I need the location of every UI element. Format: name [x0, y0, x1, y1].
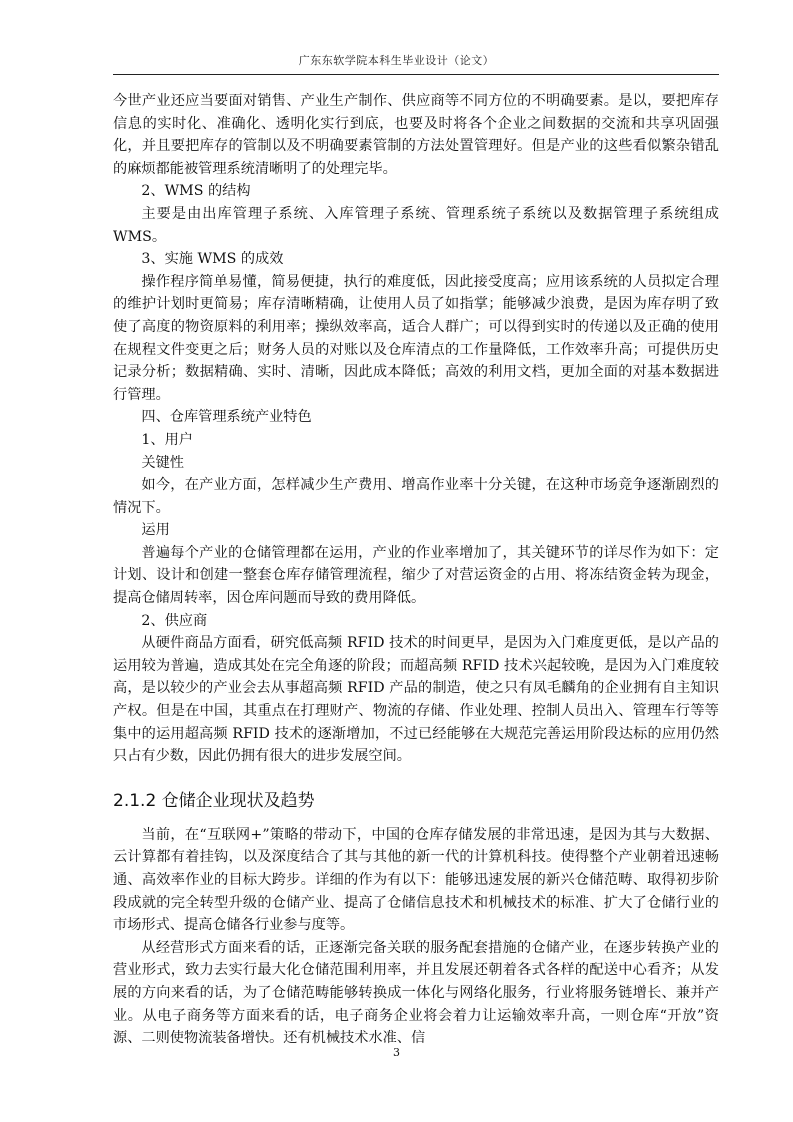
page-header: 广东东软学院本科生毕业设计（论文）	[298, 54, 495, 67]
document-body	[113, 90, 719, 1050]
paragraph: 1、用户	[141, 431, 193, 448]
paragraph: 从经营形式方面来看的话，正逐渐完备关联的服务配套措施的仓储产业，在逐步转换产业的营业形式，致力去实行最大化仓储范围利用率，并且发展还朝着各式各样的配送中心看齐；从发展的方向来看的话，为了仓储范畴能够转换成一体化与网络化服务，行业将服务链增长、兼并产业。从电子商务等方面来看的话，电子商务企业将会着力让运输效率升高，一则仓库“开放”资源、二则使物流装备增快。还有机械技术水准、信	[113, 939, 719, 1047]
paragraph: 当前，在“互联网+”策略的带动下，中国的仓库存储发展的非常迅速，是因为其与大数据、云计算都有着挂钩，以及深度结合了其与其他的新一代的计算机科技。使得整个产业朝着迅速畅通、高效率作业的目标大跨步。详细的作为有以下：能够迅速发展的新兴仓储范畴、取得初步阶段成就的完全转型升级的仓储产业、提高了仓储信息技术和机械技术的标准、扩大了仓储行业的市场形式、提高仓储各行业参与度等。	[113, 826, 719, 934]
header-rule	[113, 74, 719, 75]
paragraph: 从硬件商品方面看，研究低高频 RFID 技术的时间更早，是因为入门难度更低，是以产品的运用较为普遍，造成其处在完全角逐的阶段；而超高频 RFID 技术兴起较晚，是因为入门难度较高，是以较少的产业会去从事超高频 RFID 产品的制造，使之只有凤毛麟角的企业拥有自主知识产权。但是在中国，其重点在打理财产、物流的存储、作业处理、控制人员出入、管理车行等等集中的运用超高频 RFID 技术的逐渐增加，不过已经能够在大规范完善运用阶段达标的应用仍然只占有少数，因此仍拥有很大的进步发展空间。	[113, 635, 719, 765]
paragraph: 四、仓库管理系统产业特色	[141, 409, 312, 426]
paragraph: 关键性	[141, 454, 184, 471]
paragraph: 3、实施 WMS 的成效	[141, 251, 284, 268]
paragraph: 操作程序简单易懂，简易便捷，执行的难度低，因此接受度高；应用该系统的人员拟定合理的维护计划时更简易；库存清晰精确，让使用人员了如指掌；能够减少浪费，是因为库存明了致使了高度的物资原料的利用率；操纵效率高，适合人群广；可以得到实时的传递以及正确的使用在规程文件变更之后；财务人员的对账以及仓库清点的工作量降低，工作效率升高；可提供历史记录分析；数据精确、实时、清晰，因此成本降低；高效的利用文档，更加全面的对基本数据进行管理。	[113, 273, 719, 403]
paragraph: 2、供应商	[141, 612, 208, 629]
paragraph: 运用	[141, 522, 170, 539]
paragraph: 2、WMS 的结构	[141, 183, 251, 200]
paragraph: 主要是由出库管理子系统、入库管理子系统、管理系统子系统以及数据管理子系统组成 WMS。	[113, 205, 719, 245]
page-number: 3	[393, 1046, 400, 1059]
paragraph: 今世产业还应当要面对销售、产业生产制作、供应商等不同方位的不明确要素。是以，要把库存信息的实时化、准确化、透明化实行到底，也要及时将各个企业之间数据的交流和共享巩固强化，并且要把库存的管制以及不明确要素管制的方法处置管理好。但是产业的这些看似繁杂错乱的麻烦都能被管理系统清晰明了的处理完毕。	[113, 93, 719, 177]
section-heading: 2.1.2 仓储企业现状及趋势	[113, 790, 315, 811]
paragraph: 如今，在产业方面，怎样减少生产费用、增高作业率十分关键，在这种市场竞争逐渐剧烈的情况下。	[113, 477, 719, 516]
paragraph: 普遍每个产业的仓储管理都在运用，产业的作业率增加了，其关键环节的详尽作为如下：定计划、设计和创建一整套仓库存储管理流程，缩少了对营运资金的占用、将冻结资金转为现金，提高仓储周转率，因仓库问题而导致的费用降低。	[113, 544, 719, 607]
